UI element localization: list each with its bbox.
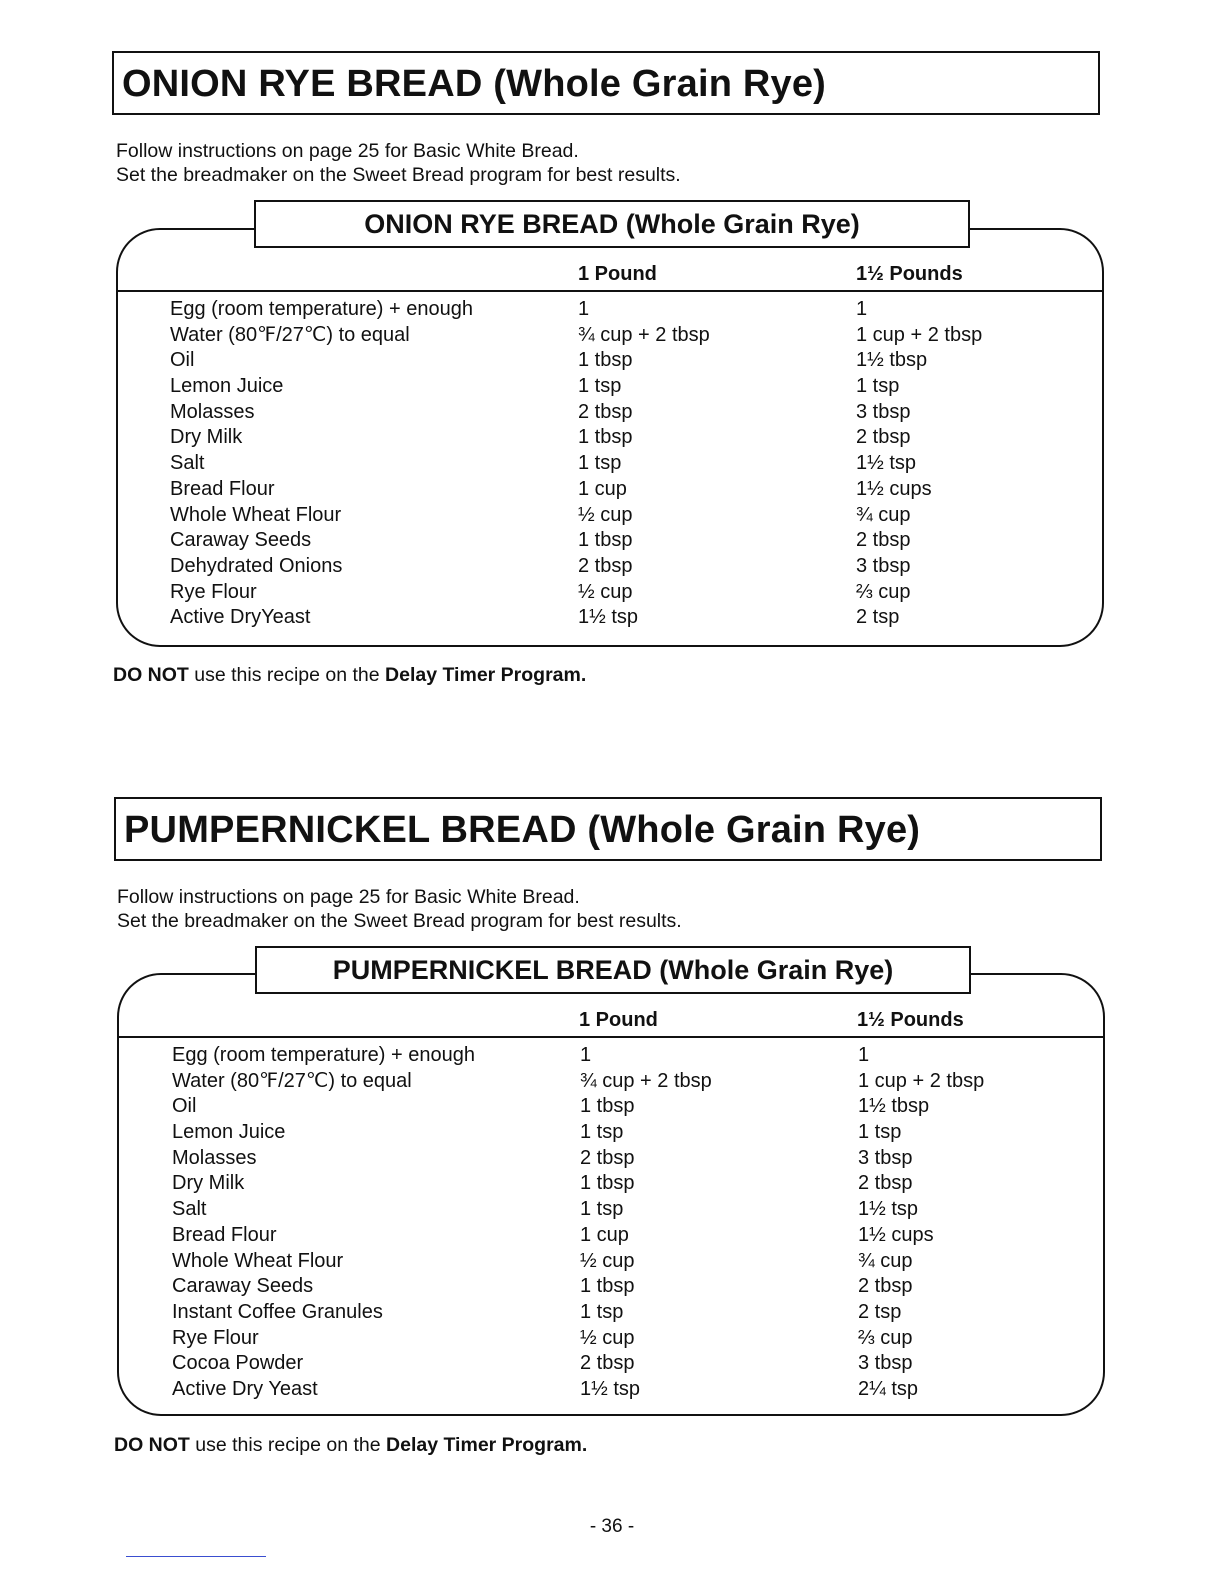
amount-1-5-pounds: 1 tsp bbox=[858, 1121, 902, 1144]
amount-1-5-pounds: 3 tbsp bbox=[856, 400, 911, 423]
ingredient-name: Water (80℉/27℃) to equal bbox=[170, 323, 410, 346]
table-row bbox=[0, 528, 1224, 554]
table-row bbox=[2, 1146, 1224, 1172]
ingredient-name: Oil bbox=[172, 1095, 197, 1118]
amount-1-pound: 1 tsp bbox=[578, 375, 622, 398]
amount-1-5-pounds: ⅔ cup bbox=[856, 580, 911, 603]
table-row bbox=[2, 1377, 1224, 1403]
table-row bbox=[2, 1197, 1224, 1223]
amount-1-pound: 1 tbsp bbox=[578, 529, 633, 552]
table-row bbox=[2, 1171, 1224, 1197]
ingredient-rows bbox=[2, 1043, 1224, 1403]
table-row bbox=[2, 1043, 1224, 1069]
table-row bbox=[0, 477, 1224, 503]
column-header-1-5-pounds: 1½ Pounds bbox=[856, 263, 963, 285]
amount-1-5-pounds: 2 tbsp bbox=[856, 529, 911, 552]
table-row bbox=[0, 451, 1224, 477]
ingredient-name: Egg (room temperature) + enough bbox=[172, 1044, 475, 1066]
note-program: Delay Timer Program. bbox=[385, 664, 587, 686]
amount-1-pound: 1 tbsp bbox=[580, 1172, 635, 1195]
amount-1-pound: 2 tbsp bbox=[578, 400, 633, 423]
amount-1-5-pounds: 2 tsp bbox=[858, 1300, 902, 1323]
ingredient-name: Rye Flour bbox=[172, 1326, 259, 1349]
table-row bbox=[0, 605, 1224, 631]
amount-1-pound: 1 tbsp bbox=[578, 349, 633, 372]
amount-1-pound: 1 cup bbox=[578, 477, 627, 500]
amount-1-5-pounds: 1 cup + 2 tbsp bbox=[858, 1069, 985, 1092]
amount-1-5-pounds: 1 tsp bbox=[856, 375, 900, 398]
amount-1-5-pounds: ¾ cup bbox=[856, 503, 911, 526]
ingredient-name: Caraway Seeds bbox=[170, 529, 312, 552]
amount-1-pound: 1 cup bbox=[580, 1223, 629, 1246]
table-row bbox=[2, 1274, 1224, 1300]
ingredient-name: Lemon Juice bbox=[170, 375, 284, 398]
amount-1-5-pounds: 1½ tbsp bbox=[858, 1095, 930, 1118]
table-row bbox=[2, 1223, 1224, 1249]
amount-1-5-pounds: 3 tbsp bbox=[856, 554, 911, 577]
ingredient-name: Dehydrated Onions bbox=[170, 554, 343, 577]
amount-1-pound: ½ cup bbox=[578, 503, 633, 526]
amount-1-5-pounds: 1½ cups bbox=[858, 1223, 934, 1246]
table-row bbox=[2, 1094, 1224, 1120]
amount-1-pound: 1½ tsp bbox=[578, 606, 639, 629]
table-row bbox=[0, 348, 1224, 374]
ingredient-name: Rye Flour bbox=[170, 580, 257, 603]
table-title: PUMPERNICKEL BREAD (Whole Grain Rye) bbox=[255, 946, 971, 994]
ingredient-name: Molasses bbox=[170, 400, 255, 423]
ingredient-name: Dry Milk bbox=[170, 426, 243, 449]
amount-1-pound: 1 tsp bbox=[578, 452, 622, 475]
amount-1-5-pounds: 1½ tbsp bbox=[856, 349, 928, 372]
amount-1-pound: 2 tbsp bbox=[580, 1352, 635, 1375]
note-text: use this recipe on the bbox=[189, 1434, 387, 1456]
amount-1-5-pounds: ¾ cup bbox=[858, 1249, 913, 1272]
ingredient-name: Caraway Seeds bbox=[172, 1275, 314, 1298]
table-row bbox=[2, 1326, 1224, 1352]
table-row bbox=[2, 1300, 1224, 1326]
table-row bbox=[0, 503, 1224, 529]
ingredient-name: Salt bbox=[172, 1198, 207, 1221]
amount-1-5-pounds: 1 bbox=[858, 1044, 870, 1066]
ingredient-name: Dry Milk bbox=[172, 1172, 245, 1195]
intro-line: Follow instructions on page 25 for Basic White Bread. bbox=[117, 886, 580, 908]
amount-1-5-pounds: 3 tbsp bbox=[858, 1146, 913, 1169]
amount-1-pound: ¾ cup + 2 tbsp bbox=[578, 323, 710, 346]
ingredient-rows bbox=[0, 297, 1224, 631]
page-number: - 36 - bbox=[589, 1516, 635, 1537]
table-row bbox=[0, 297, 1224, 323]
intro-line: Set the breadmaker on the Sweet Bread program for best results. bbox=[116, 164, 681, 186]
amount-1-pound: 1 tsp bbox=[580, 1300, 624, 1323]
amount-1-pound: 1 tsp bbox=[580, 1121, 624, 1144]
amount-1-pound: 1 tbsp bbox=[580, 1275, 635, 1298]
ingredient-name: Whole Wheat Flour bbox=[172, 1249, 344, 1272]
amount-1-5-pounds: 2¼ tsp bbox=[858, 1377, 919, 1400]
header-rule bbox=[118, 290, 1102, 292]
amount-1-5-pounds: 1½ tsp bbox=[856, 452, 917, 475]
amount-1-pound: 1 bbox=[578, 298, 590, 320]
table-row bbox=[0, 580, 1224, 606]
amount-1-pound: 1 tbsp bbox=[580, 1095, 635, 1118]
ingredient-name: Water (80℉/27℃) to equal bbox=[172, 1069, 412, 1092]
amount-1-pound: ½ cup bbox=[578, 580, 633, 603]
ingredient-name: Bread Flour bbox=[172, 1223, 277, 1246]
amount-1-5-pounds: 1½ tsp bbox=[858, 1198, 919, 1221]
ingredient-name: Salt bbox=[170, 452, 205, 475]
recipe-intro bbox=[117, 885, 682, 933]
recipe-title: PUMPERNICKEL BREAD (Whole Grain Rye) bbox=[124, 809, 921, 851]
intro-line: Follow instructions on page 25 for Basic White Bread. bbox=[116, 140, 579, 162]
column-header-1-5-pounds: 1½ Pounds bbox=[857, 1009, 964, 1031]
ingredient-name: Active DryYeast bbox=[170, 606, 311, 629]
amount-1-5-pounds: 2 tbsp bbox=[856, 426, 911, 449]
amount-1-5-pounds: 2 tbsp bbox=[858, 1172, 913, 1195]
recipe-title: ONION RYE BREAD (Whole Grain Rye) bbox=[122, 63, 827, 105]
amount-1-pound: ½ cup bbox=[580, 1326, 635, 1349]
amount-1-pound: 1 bbox=[580, 1044, 592, 1066]
amount-1-5-pounds: 1 bbox=[856, 298, 868, 320]
ingredient-name: Lemon Juice bbox=[172, 1121, 286, 1144]
amount-1-5-pounds: 3 tbsp bbox=[858, 1352, 913, 1375]
table-title: ONION RYE BREAD (Whole Grain Rye) bbox=[254, 200, 970, 248]
header-rule bbox=[119, 1036, 1103, 1038]
ingredient-name: Egg (room temperature) + enough bbox=[170, 298, 473, 320]
amount-1-pound: 2 tbsp bbox=[580, 1146, 635, 1169]
amount-1-5-pounds: 1 cup + 2 tbsp bbox=[856, 323, 983, 346]
amount-1-5-pounds: 2 tbsp bbox=[858, 1275, 913, 1298]
table-row bbox=[0, 374, 1224, 400]
table-row bbox=[2, 1351, 1224, 1377]
amount-1-pound: 1 tbsp bbox=[578, 426, 633, 449]
amount-1-5-pounds: ⅔ cup bbox=[858, 1326, 913, 1349]
amount-1-pound: 1 tsp bbox=[580, 1198, 624, 1221]
recipe-title-box bbox=[112, 51, 1100, 115]
delay-timer-note bbox=[114, 1434, 587, 1457]
column-header-1-pound: 1 Pound bbox=[579, 1009, 658, 1031]
note-text: use this recipe on the bbox=[188, 664, 386, 686]
table-row bbox=[0, 400, 1224, 426]
table-row bbox=[0, 323, 1224, 349]
note-warning: DO NOT bbox=[113, 664, 189, 686]
ingredient-name: Molasses bbox=[172, 1146, 257, 1169]
ingredient-name: Active Dry Yeast bbox=[172, 1377, 318, 1400]
amount-1-pound: ½ cup bbox=[580, 1249, 635, 1272]
ingredient-name: Cocoa Powder bbox=[172, 1352, 304, 1375]
ingredient-name: Bread Flour bbox=[170, 477, 275, 500]
ingredient-name: Oil bbox=[170, 349, 195, 372]
column-header-1-pound: 1 Pound bbox=[578, 263, 657, 285]
ingredient-name: Instant Coffee Granules bbox=[172, 1300, 383, 1323]
note-program: Delay Timer Program. bbox=[386, 1434, 588, 1456]
table-row bbox=[2, 1069, 1224, 1095]
table-row bbox=[0, 554, 1224, 580]
amount-1-pound: 2 tbsp bbox=[578, 554, 633, 577]
recipe-title-box bbox=[114, 797, 1102, 861]
amount-1-pound: 1½ tsp bbox=[580, 1377, 641, 1400]
ingredient-name: Whole Wheat Flour bbox=[170, 503, 342, 526]
intro-line: Set the breadmaker on the Sweet Bread program for best results. bbox=[117, 910, 682, 932]
table-row bbox=[0, 425, 1224, 451]
footer-rule bbox=[126, 1556, 266, 1557]
recipe-intro bbox=[116, 139, 681, 187]
amount-1-5-pounds: 1½ cups bbox=[856, 477, 932, 500]
table-row bbox=[2, 1120, 1224, 1146]
amount-1-5-pounds: 2 tsp bbox=[856, 606, 900, 629]
table-row bbox=[2, 1249, 1224, 1275]
delay-timer-note bbox=[113, 664, 586, 687]
amount-1-pound: ¾ cup + 2 tbsp bbox=[580, 1069, 712, 1092]
note-warning: DO NOT bbox=[114, 1434, 190, 1456]
